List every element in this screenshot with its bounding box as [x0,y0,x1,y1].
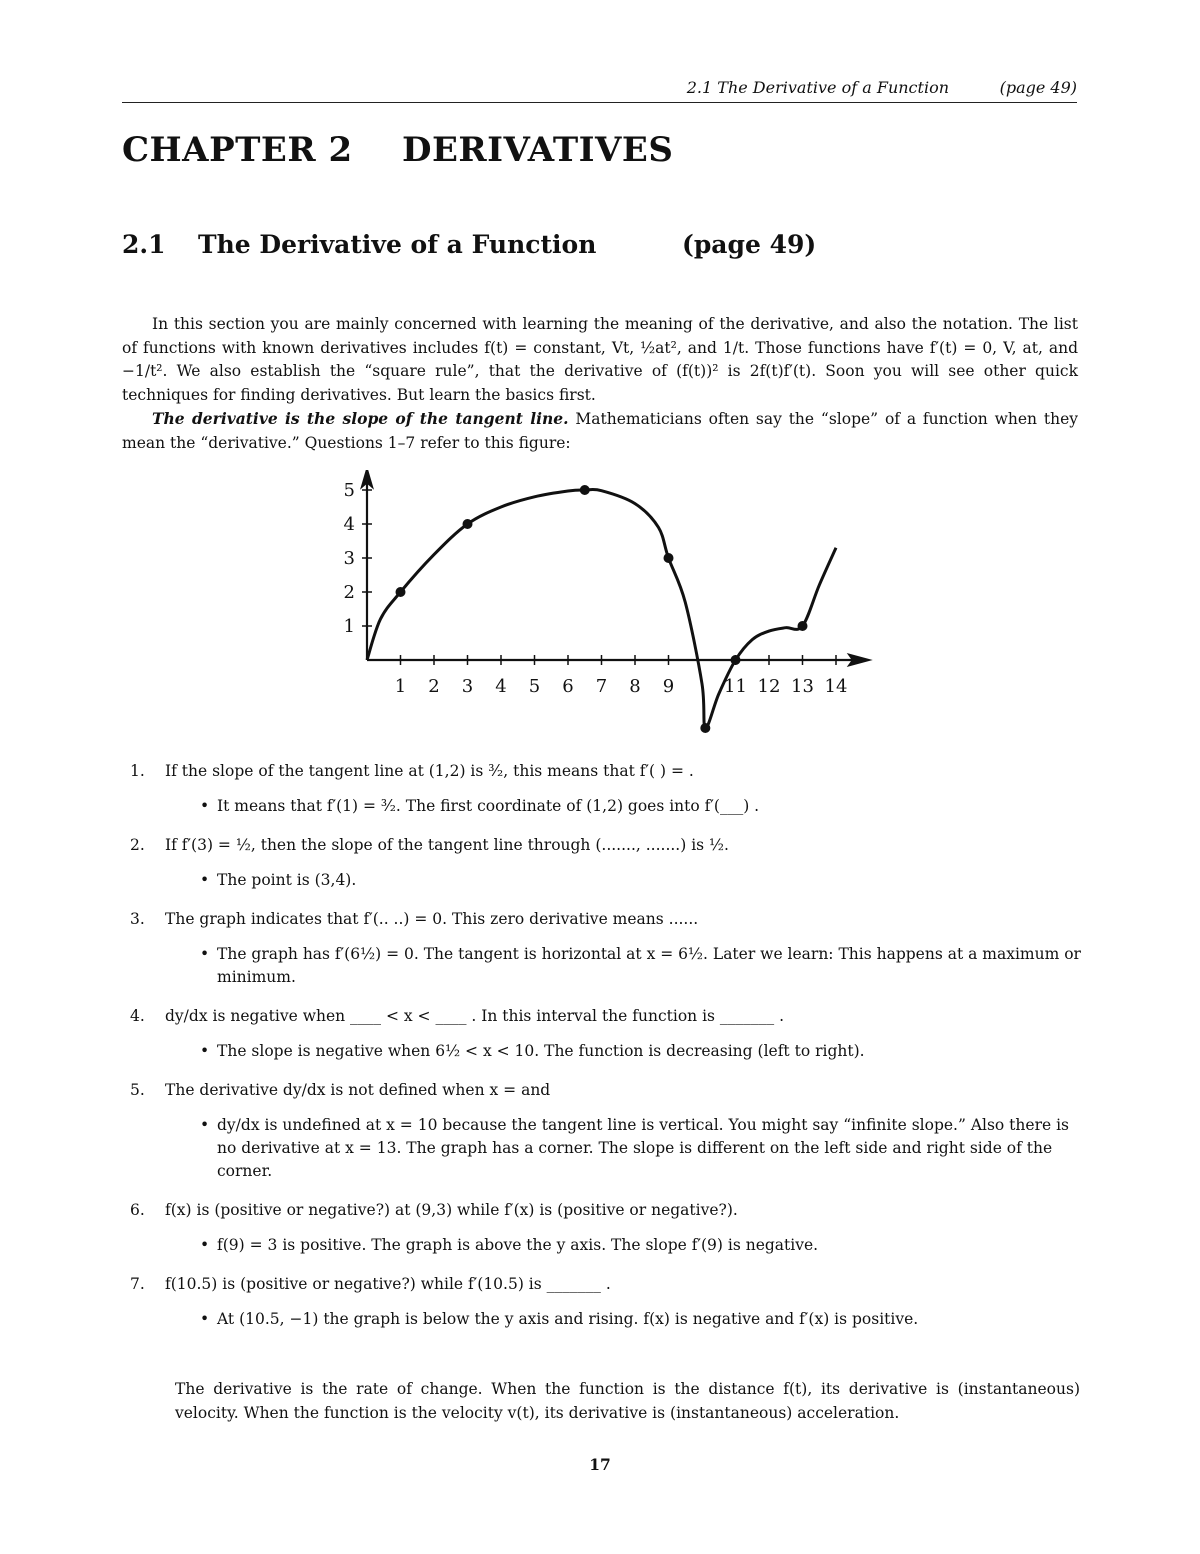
curve-point [463,519,473,529]
question-2 [130,834,1082,857]
question-7 [130,1273,1082,1296]
y-tick-label: 2 [343,582,355,603]
intro-paragraph-2 [122,407,1078,455]
question-number: 6. [130,1201,145,1219]
running-head-title: 2.1 The Derivative of a Function [686,78,949,97]
x-tick-label: 7 [595,676,608,697]
section-heading [122,230,817,259]
answer-5 [130,1114,1082,1183]
question-number: 3. [130,910,145,928]
question-number: 4. [130,1007,145,1025]
answer-4 [130,1040,1082,1063]
question-number: 5. [130,1081,145,1099]
question-number: 1. [130,762,145,780]
x-tick-label: 3 [461,676,474,697]
answer-text: The graph has f′(6½) = 0. The tangent is horizontal at x = 6½. Later we learn: This happens at a maximum or minimum. [217,945,1081,986]
bullet-icon: • [200,1042,210,1060]
y-tick-label: 1 [343,616,355,637]
x-tick-label: 11 [724,676,747,697]
question-text: f(x) is (positive or negative?) at (9,3) while f′(x) is (positive or negative?). [165,1201,738,1219]
question-1 [130,760,1082,783]
x-tick-label: 14 [824,676,848,697]
intro-emphasis: The derivative is the slope of the tangent line. [152,409,569,428]
intro-paragraph-2-text: Mathematicians often say the “slope” of a function when they mean the “derivative.” Questions 1–7 refer to this figure: [122,410,1078,452]
running-head-page: (page 49) [999,78,1077,97]
conclusion-paragraph: The derivative is the rate of change. When the function is the distance f(t), its derivative is (instantaneous) velocity. When the function is the velocity v(t), its derivative is (instantaneous) acceleration. [175,1380,1080,1422]
question-3 [130,908,1082,931]
question-6 [130,1199,1082,1222]
answer-text: It means that f′(1) = ³⁄₂. The first coordinate of (1,2) goes into f′(___) . [217,797,760,815]
question-text: The graph indicates that f′(.. ..) = 0. This zero derivative means ...... [165,910,699,928]
chapter-title: DERIVATIVES [402,130,674,170]
question-4 [130,1005,1082,1028]
intro-text [122,313,1078,455]
question-number: 7. [130,1275,145,1293]
running-head [122,78,1077,103]
question-text: If f′(3) = ½, then the slope of the tangent line through (......., .......) is ½. [165,836,729,854]
x-tick-label: 9 [662,676,675,697]
x-tick-label: 4 [495,676,507,697]
answer-text: The slope is negative when 6½ < x < 10. The function is decreasing (left to right). [217,1042,865,1060]
question-list [130,760,1082,1347]
section-page: (page 49) [682,230,817,259]
question-text: The derivative dy/dx is not defined when x = and [165,1081,551,1099]
x-tick-label: 1 [394,676,407,697]
answer-text: dy/dx is undefined at x = 10 because the tangent line is vertical. You might say “infinite slope.” Also there is no derivative at x = 13. The graph has a corner. The slope is different on the left side and right side of the corner. [217,1116,1069,1180]
section-title: The Derivative of a Function [198,230,597,259]
question-text: If the slope of the tangent line at (1,2) is ³⁄₂, this means that f′( ) = . [165,762,694,780]
y-tick-label: 4 [343,514,355,535]
answer-3 [130,943,1082,989]
question-text: dy/dx is negative when ____ < x < ____ . In this interval the function is _______ . [165,1007,785,1025]
answer-text: f(9) = 3 is positive. The graph is above the y axis. The slope f′(9) is negative. [217,1236,819,1254]
chapter-number: CHAPTER 2 [122,130,353,170]
chapter-heading [122,130,674,170]
curve-point [580,485,590,495]
answer-6 [130,1234,1082,1257]
x-tick-label: 8 [629,676,641,697]
question-5 [130,1079,1082,1102]
question-text: f(10.5) is (positive or negative?) while f′(10.5) is _______ . [165,1275,611,1293]
bullet-icon: • [200,1116,210,1134]
bullet-icon: • [200,871,210,889]
curve-point [664,553,674,563]
bullet-icon: • [200,1236,210,1254]
curve-point [396,587,406,597]
x-tick-label: 13 [791,676,814,697]
answer-7 [130,1308,1082,1331]
function-graph [330,470,890,745]
curve-point [798,621,808,631]
intro-paragraph-1: In this section you are mainly concerned with learning the meaning of the derivative, and also the notation. The list of functions with known derivatives includes f(t) = constant, Vt, ½at², and 1/t. Those functions have f′(t) = 0, V, at, and −1/t². We also establish the “square rule”, that the derivative of (f(t))² is 2f(t)f′(t). Soon you will see other quick techniques for finding derivatives. But learn the basics first. [122,315,1078,404]
x-tick-label: 2 [428,676,440,697]
question-number: 2. [130,836,145,854]
answer-text: At (10.5, −1) the graph is below the y axis and rising. f(x) is negative and f′(x) is positive. [217,1310,919,1328]
answer-text: The point is (3,4). [217,871,357,889]
curve-point [731,655,741,665]
x-tick-label: 12 [757,676,781,697]
bullet-icon: • [200,1310,210,1328]
page-number: 17 [589,1455,611,1474]
bullet-icon: • [200,797,210,815]
x-tick-label: 6 [562,676,574,697]
y-tick-label: 3 [343,548,355,569]
bullet-icon: • [200,945,210,963]
answer-1 [130,795,1082,818]
curve-point [700,723,710,733]
answer-2 [130,869,1082,892]
y-tick-label: 5 [343,480,355,501]
x-tick-label: 5 [528,676,541,697]
section-number: 2.1 [122,230,166,259]
